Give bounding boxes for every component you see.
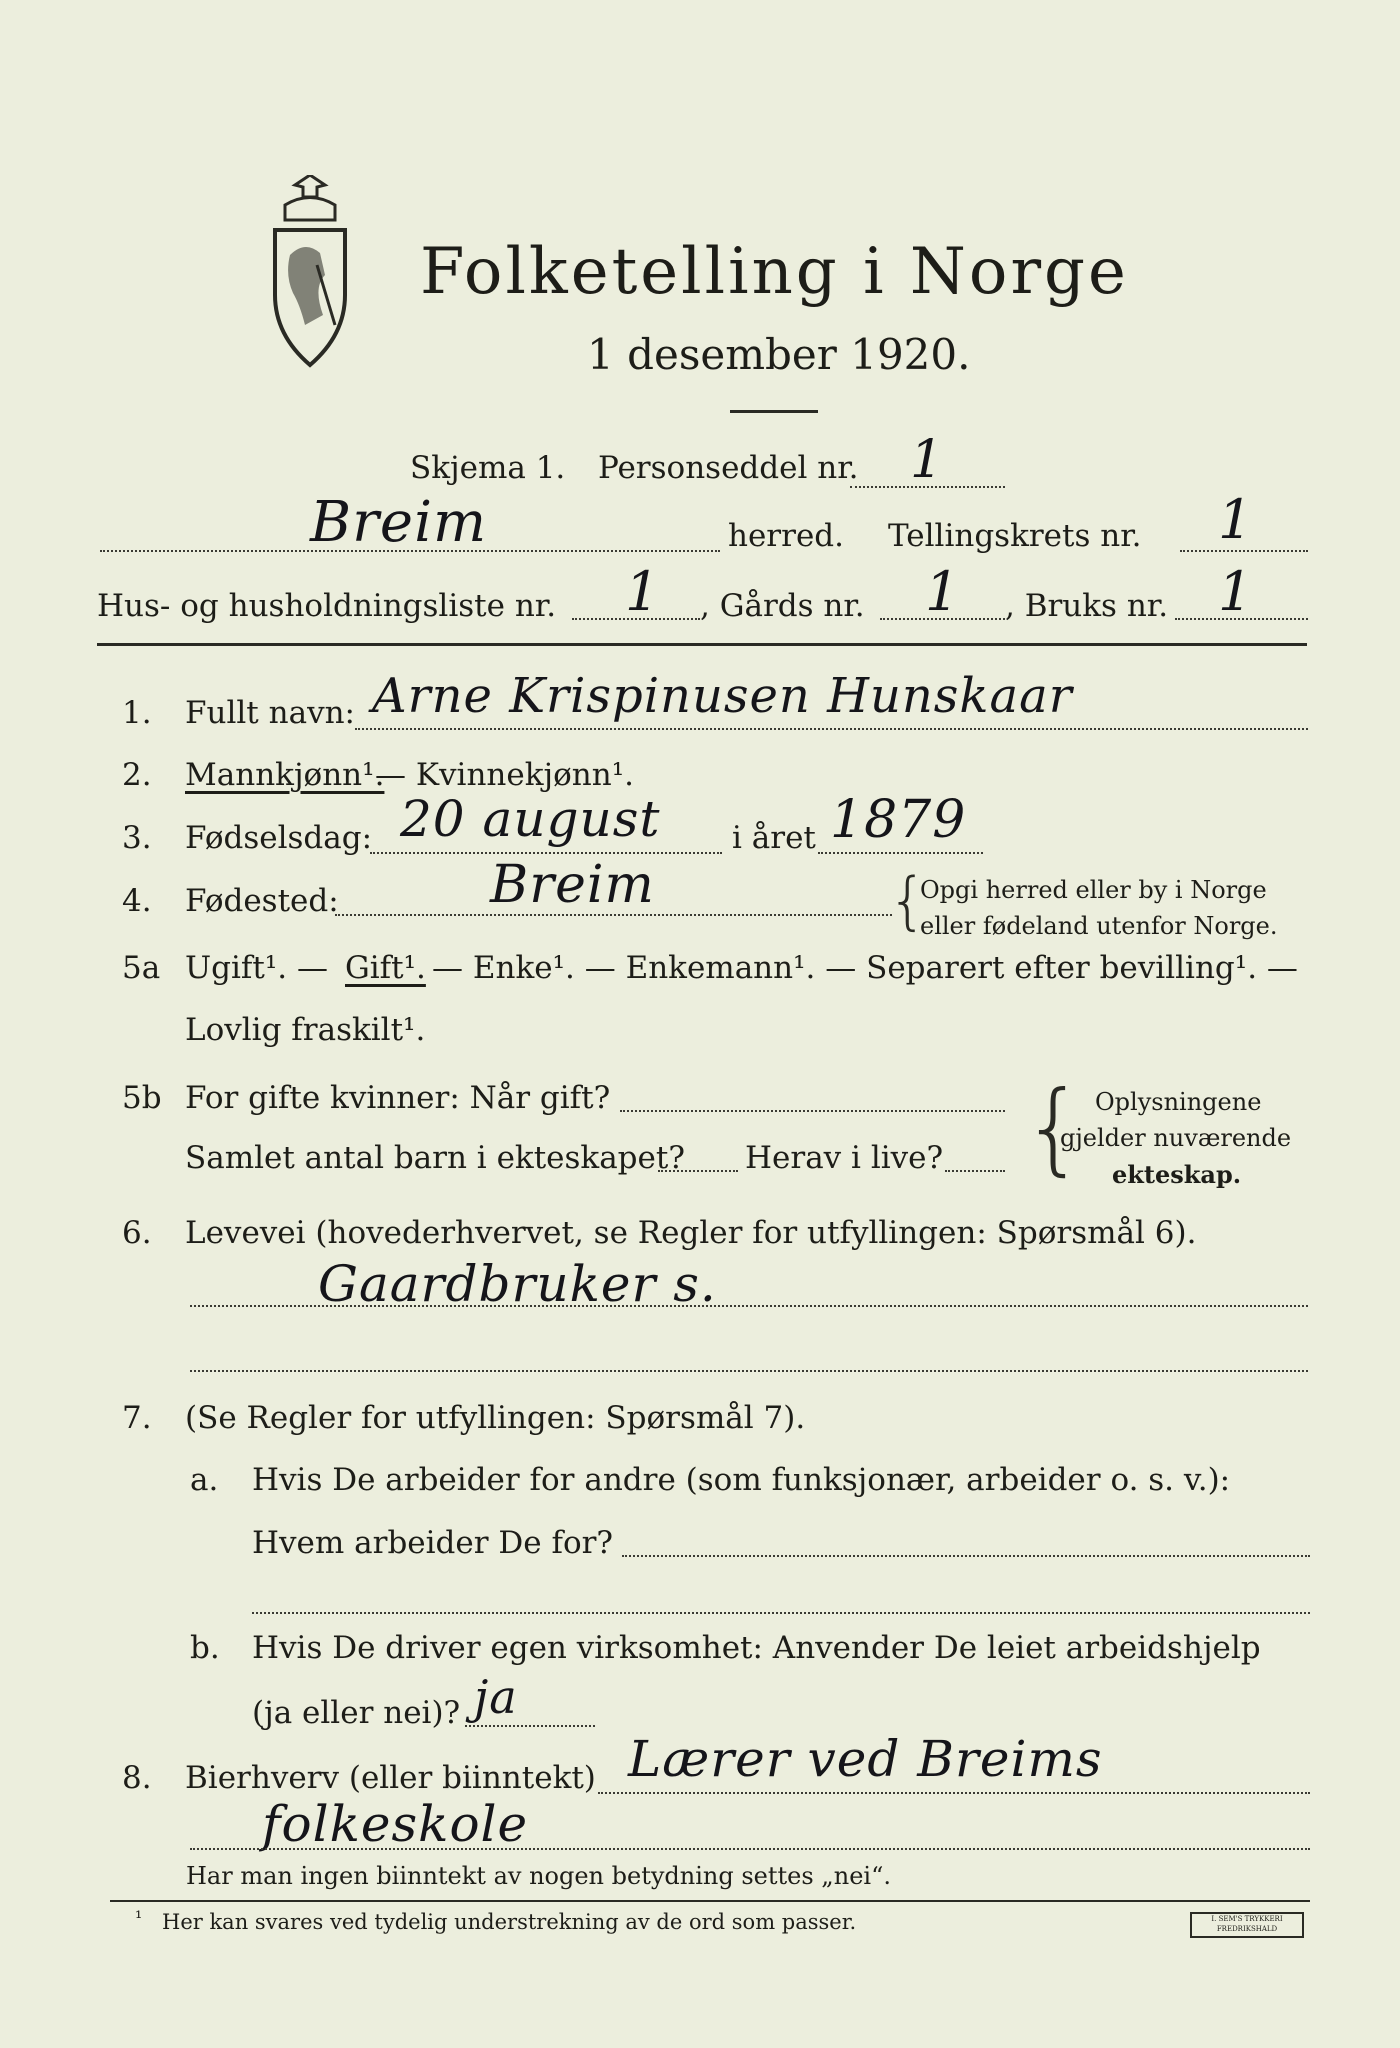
q5a-gift: Gift¹.: [345, 950, 426, 986]
q5b-married-line: [620, 1110, 1005, 1112]
q7a-question: Hvem arbeider De for?: [252, 1525, 614, 1561]
q6-value: Gaardbruker s.: [318, 1255, 717, 1313]
q3-line: [370, 852, 722, 854]
footnote-text: Her kan svares ved tydelig understrekning av de ord som passer.: [162, 1910, 857, 1934]
q8-line-1: [598, 1792, 1310, 1794]
q5b-alive-line: [945, 1170, 1005, 1172]
gards-label: , Gårds nr.: [700, 588, 865, 624]
q3-year-value: 1879: [830, 790, 967, 850]
q1-label: Fullt navn:: [185, 695, 355, 731]
q6-line-1: [190, 1305, 1308, 1307]
q5a-line2: Lovlig fraskilt¹.: [185, 1012, 426, 1048]
q1-line: [355, 728, 1308, 730]
tellingskrets-value: 1: [1218, 488, 1254, 551]
q5b-line1: For gifte kvinner: Når gift?: [185, 1080, 611, 1116]
herred-label: herred.: [728, 518, 844, 554]
q5b-brace: {: [1022, 1069, 1086, 1186]
q7a-line-2: [252, 1612, 1310, 1614]
q5b-children-line: [658, 1170, 738, 1172]
q5b-note-1: Oplysningene: [1095, 1088, 1262, 1116]
q2-number: 2.: [122, 757, 152, 793]
q4-brace: {: [888, 864, 928, 937]
q7-label: (Se Regler for utfyllingen: Spørsmål 7).: [185, 1400, 806, 1436]
q8-line-2: [190, 1848, 1310, 1850]
personseddel-value: 1: [910, 430, 945, 490]
q5b-note-3: ekteskap.: [1112, 1160, 1242, 1189]
q3-label: Fødselsdag:: [185, 820, 373, 856]
q5a-ugift: Ugift¹. —: [185, 950, 328, 986]
q3-number: 3.: [122, 820, 152, 856]
q8-label: Bierhverv (eller biinntekt): [185, 1760, 596, 1796]
q7b-line: [465, 1725, 595, 1727]
printer-stamp: I. SEM'S TRYKKERI FREDRIKSHALD: [1190, 1912, 1304, 1938]
q7b-label: Hvis De driver egen virksomhet: Anvender De leiet arbeidshjelp: [252, 1630, 1261, 1666]
q8-value-1: Lærer ved Breims: [628, 1730, 1103, 1788]
header-separator: [97, 643, 1307, 646]
footnote-separator: [110, 1900, 1310, 1902]
q8-note: Har man ingen biinntekt av nogen betydning settes „nei“.: [186, 1862, 891, 1890]
q4-label: Fødested:: [185, 883, 339, 919]
q7a-line-1: [622, 1555, 1310, 1557]
q4-number: 4.: [122, 883, 152, 919]
q5a-options: — Enke¹. — Enkemann¹. — Separert efter bevilling¹. —: [432, 950, 1298, 986]
schema-label: Skjema 1.: [410, 450, 566, 486]
husliste-label: Hus- og husholdningsliste nr.: [97, 588, 557, 624]
q8-value-2: folkeskole: [262, 1795, 529, 1853]
q4-note-1: Opgi herred eller by i Norge: [920, 876, 1267, 904]
q6-line-2: [190, 1370, 1308, 1372]
q7b-question: (ja eller nei)?: [252, 1695, 461, 1731]
q7a-letter: a.: [190, 1462, 219, 1498]
personseddel-label: Personseddel nr.: [598, 450, 859, 486]
herred-value: Breim: [310, 490, 488, 555]
census-date: 1 desember 1920.: [587, 330, 971, 379]
q3-year-label: i året: [732, 820, 816, 856]
q4-note-2: eller fødeland utenfor Norge.: [920, 912, 1278, 940]
q5a-number: 5a: [122, 950, 161, 986]
q5b-note-2: gjelder nuværende: [1060, 1124, 1292, 1152]
bruks-value: 1: [1218, 560, 1254, 623]
q7-number: 7.: [122, 1400, 152, 1436]
q2-female-option: — Kvinnekjønn¹.: [375, 757, 634, 793]
q6-number: 6.: [122, 1215, 152, 1251]
q5b-alive-label: Herav i live?: [745, 1140, 944, 1176]
footnote-mark: ¹: [135, 1908, 143, 1929]
q7b-value: ja: [474, 1670, 518, 1724]
bruks-label: , Bruks nr.: [1005, 588, 1169, 624]
norwegian-coat-of-arms-icon: [255, 175, 365, 370]
form-title: Folketelling i Norge: [420, 235, 1129, 309]
q3-year-line: [818, 852, 983, 854]
q5b-children-label: Samlet antal barn i ekteskapet?: [185, 1140, 685, 1176]
q2-male-option: Mannkjønn¹.: [185, 757, 385, 793]
q8-number: 8.: [122, 1760, 152, 1796]
tellingskrets-label: Tellingskrets nr.: [888, 518, 1142, 554]
q1-number: 1.: [122, 695, 152, 731]
title-divider: [730, 410, 818, 413]
q1-value: Arne Krispinusen Hunskaar: [372, 668, 1073, 724]
q4-value: Breim: [490, 855, 655, 915]
gards-value: 1: [925, 560, 961, 623]
q7a-label: Hvis De arbeider for andre (som funksjonær, arbeider o. s. v.):: [252, 1462, 1231, 1498]
q6-label: Levevei (hovederhvervet, se Regler for utfyllingen: Spørsmål 6).: [185, 1215, 1197, 1251]
q5b-number: 5b: [122, 1080, 162, 1116]
husliste-value: 1: [625, 560, 661, 623]
q3-value: 20 august: [400, 790, 661, 848]
q7b-letter: b.: [190, 1630, 220, 1666]
